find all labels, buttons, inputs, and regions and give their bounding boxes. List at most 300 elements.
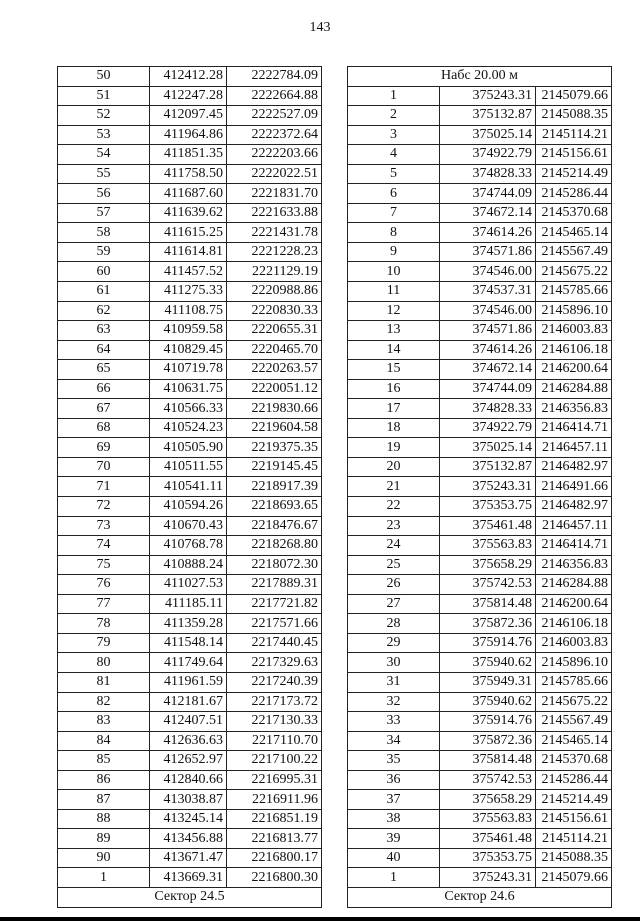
coordinates-table-sector-24-6 bbox=[347, 66, 612, 908]
x-coordinate: 374537.31 bbox=[440, 282, 536, 302]
point-number: 55 bbox=[58, 164, 150, 184]
x-coordinate: 374828.33 bbox=[440, 399, 536, 419]
y-coordinate: 2145896.10 bbox=[536, 653, 612, 673]
table-row bbox=[348, 106, 612, 126]
x-coordinate: 411108.75 bbox=[150, 301, 227, 321]
point-number: 82 bbox=[58, 692, 150, 712]
y-coordinate: 2145465.14 bbox=[536, 731, 612, 751]
table-row bbox=[58, 594, 322, 614]
point-number: 61 bbox=[58, 282, 150, 302]
y-coordinate: 2145079.66 bbox=[536, 868, 612, 888]
x-coordinate: 410959.58 bbox=[150, 321, 227, 341]
y-coordinate: 2146200.64 bbox=[536, 594, 612, 614]
point-number: 8 bbox=[348, 223, 440, 243]
y-coordinate: 2216995.31 bbox=[227, 770, 322, 790]
table-row bbox=[348, 379, 612, 399]
point-number: 73 bbox=[58, 516, 150, 536]
y-coordinate: 2145465.14 bbox=[536, 223, 612, 243]
x-coordinate: 411687.60 bbox=[150, 184, 227, 204]
point-number: 21 bbox=[348, 477, 440, 497]
x-coordinate: 375914.76 bbox=[440, 712, 536, 732]
y-coordinate: 2222372.64 bbox=[227, 125, 322, 145]
table-row bbox=[58, 712, 322, 732]
y-coordinate: 2145286.44 bbox=[536, 770, 612, 790]
y-coordinate: 2217110.70 bbox=[227, 731, 322, 751]
y-coordinate: 2219145.45 bbox=[227, 457, 322, 477]
x-coordinate: 375949.31 bbox=[440, 672, 536, 692]
point-number: 68 bbox=[58, 418, 150, 438]
y-coordinate: 2217329.63 bbox=[227, 653, 322, 673]
x-coordinate: 412247.28 bbox=[150, 86, 227, 106]
y-coordinate: 2217889.31 bbox=[227, 575, 322, 595]
x-coordinate: 411457.52 bbox=[150, 262, 227, 282]
y-coordinate: 2145114.21 bbox=[536, 829, 612, 849]
y-coordinate: 2146414.71 bbox=[536, 536, 612, 556]
point-number: 72 bbox=[58, 497, 150, 517]
y-coordinate: 2217440.45 bbox=[227, 633, 322, 653]
point-number: 24 bbox=[348, 536, 440, 556]
table-row bbox=[58, 536, 322, 556]
y-coordinate: 2146356.83 bbox=[536, 555, 612, 575]
point-number: 12 bbox=[348, 301, 440, 321]
x-coordinate: 411185.11 bbox=[150, 594, 227, 614]
table-row bbox=[58, 106, 322, 126]
table-row bbox=[348, 262, 612, 282]
table-row bbox=[58, 223, 322, 243]
table-row bbox=[348, 731, 612, 751]
x-coordinate: 374922.79 bbox=[440, 418, 536, 438]
x-coordinate: 375353.75 bbox=[440, 497, 536, 517]
x-coordinate: 374922.79 bbox=[440, 145, 536, 165]
point-number: 69 bbox=[58, 438, 150, 458]
coordinates-table-sector-24-5 bbox=[57, 66, 322, 908]
y-coordinate: 2146457.11 bbox=[536, 516, 612, 536]
y-coordinate: 2145785.66 bbox=[536, 282, 612, 302]
x-coordinate: 375025.14 bbox=[440, 438, 536, 458]
table-row bbox=[58, 575, 322, 595]
y-coordinate: 2145785.66 bbox=[536, 672, 612, 692]
table-row bbox=[348, 203, 612, 223]
table-row bbox=[58, 497, 322, 517]
table-row bbox=[58, 418, 322, 438]
point-number: 62 bbox=[58, 301, 150, 321]
x-coordinate: 375814.48 bbox=[440, 751, 536, 771]
height-label: Набс 20.00 м bbox=[348, 67, 612, 87]
x-coordinate: 410541.11 bbox=[150, 477, 227, 497]
x-coordinate: 410511.55 bbox=[150, 457, 227, 477]
point-number: 66 bbox=[58, 379, 150, 399]
table-row bbox=[348, 848, 612, 868]
table-row bbox=[348, 633, 612, 653]
x-coordinate: 411961.59 bbox=[150, 672, 227, 692]
point-number: 34 bbox=[348, 731, 440, 751]
y-coordinate: 2146106.18 bbox=[536, 614, 612, 634]
y-coordinate: 2221633.88 bbox=[227, 203, 322, 223]
page-bottom-border bbox=[0, 917, 640, 921]
point-number: 64 bbox=[58, 340, 150, 360]
table-row bbox=[58, 672, 322, 692]
point-number: 87 bbox=[58, 790, 150, 810]
y-coordinate: 2145156.61 bbox=[536, 145, 612, 165]
y-coordinate: 2219830.66 bbox=[227, 399, 322, 419]
table-row bbox=[58, 379, 322, 399]
point-number: 9 bbox=[348, 242, 440, 262]
y-coordinate: 2217130.33 bbox=[227, 712, 322, 732]
y-coordinate: 2217173.72 bbox=[227, 692, 322, 712]
x-coordinate: 375461.48 bbox=[440, 516, 536, 536]
point-number: 19 bbox=[348, 438, 440, 458]
x-coordinate: 374672.14 bbox=[440, 203, 536, 223]
x-coordinate: 410829.45 bbox=[150, 340, 227, 360]
table-row bbox=[348, 399, 612, 419]
table-row bbox=[348, 301, 612, 321]
point-number: 27 bbox=[348, 594, 440, 614]
y-coordinate: 2145079.66 bbox=[536, 86, 612, 106]
y-coordinate: 2145088.35 bbox=[536, 848, 612, 868]
point-number: 35 bbox=[348, 751, 440, 771]
y-coordinate: 2222664.88 bbox=[227, 86, 322, 106]
y-coordinate: 2220655.31 bbox=[227, 321, 322, 341]
x-coordinate: 374744.09 bbox=[440, 184, 536, 204]
x-coordinate: 411275.33 bbox=[150, 282, 227, 302]
x-coordinate: 411614.81 bbox=[150, 242, 227, 262]
x-coordinate: 374571.86 bbox=[440, 321, 536, 341]
point-number: 36 bbox=[348, 770, 440, 790]
point-number: 78 bbox=[58, 614, 150, 634]
point-number: 86 bbox=[58, 770, 150, 790]
x-coordinate: 412407.51 bbox=[150, 712, 227, 732]
table-row bbox=[348, 516, 612, 536]
table-row bbox=[58, 203, 322, 223]
y-coordinate: 2146284.88 bbox=[536, 575, 612, 595]
table-row bbox=[348, 125, 612, 145]
point-number: 77 bbox=[58, 594, 150, 614]
table-row bbox=[58, 516, 322, 536]
point-number: 56 bbox=[58, 184, 150, 204]
y-coordinate: 2217571.66 bbox=[227, 614, 322, 634]
table-row bbox=[348, 360, 612, 380]
x-coordinate: 375025.14 bbox=[440, 125, 536, 145]
point-number: 1 bbox=[348, 86, 440, 106]
x-coordinate: 413671.47 bbox=[150, 848, 227, 868]
y-coordinate: 2217721.82 bbox=[227, 594, 322, 614]
y-coordinate: 2217100.22 bbox=[227, 751, 322, 771]
table-row bbox=[58, 692, 322, 712]
y-coordinate: 2216911.96 bbox=[227, 790, 322, 810]
table-row bbox=[348, 321, 612, 341]
point-number: 67 bbox=[58, 399, 150, 419]
y-coordinate: 2216800.17 bbox=[227, 848, 322, 868]
table-row bbox=[58, 633, 322, 653]
table-row bbox=[58, 829, 322, 849]
point-number: 89 bbox=[58, 829, 150, 849]
table-row bbox=[58, 555, 322, 575]
point-number: 28 bbox=[348, 614, 440, 634]
point-number: 7 bbox=[348, 203, 440, 223]
x-coordinate: 375132.87 bbox=[440, 106, 536, 126]
table-row bbox=[348, 282, 612, 302]
point-number: 60 bbox=[58, 262, 150, 282]
y-coordinate: 2219375.35 bbox=[227, 438, 322, 458]
x-coordinate: 411359.28 bbox=[150, 614, 227, 634]
point-number: 2 bbox=[348, 106, 440, 126]
x-coordinate: 411851.35 bbox=[150, 145, 227, 165]
point-number: 23 bbox=[348, 516, 440, 536]
x-coordinate: 410888.24 bbox=[150, 555, 227, 575]
table-row bbox=[58, 360, 322, 380]
y-coordinate: 2216800.30 bbox=[227, 868, 322, 888]
point-number: 11 bbox=[348, 282, 440, 302]
x-coordinate: 374828.33 bbox=[440, 164, 536, 184]
x-coordinate: 375872.36 bbox=[440, 731, 536, 751]
y-coordinate: 2221431.78 bbox=[227, 223, 322, 243]
x-coordinate: 375742.53 bbox=[440, 770, 536, 790]
table-row bbox=[58, 457, 322, 477]
x-coordinate: 374744.09 bbox=[440, 379, 536, 399]
table-row bbox=[58, 301, 322, 321]
x-coordinate: 374571.86 bbox=[440, 242, 536, 262]
x-coordinate: 412412.28 bbox=[150, 67, 227, 87]
y-coordinate: 2145896.10 bbox=[536, 301, 612, 321]
y-coordinate: 2146200.64 bbox=[536, 360, 612, 380]
point-number: 81 bbox=[58, 672, 150, 692]
x-coordinate: 411639.62 bbox=[150, 203, 227, 223]
point-number: 29 bbox=[348, 633, 440, 653]
point-number: 16 bbox=[348, 379, 440, 399]
point-number: 10 bbox=[348, 262, 440, 282]
x-coordinate: 375914.76 bbox=[440, 633, 536, 653]
y-coordinate: 2221831.70 bbox=[227, 184, 322, 204]
x-coordinate: 374614.26 bbox=[440, 223, 536, 243]
table-row bbox=[348, 672, 612, 692]
point-number: 53 bbox=[58, 125, 150, 145]
x-coordinate: 375461.48 bbox=[440, 829, 536, 849]
y-coordinate: 2145214.49 bbox=[536, 790, 612, 810]
table-row bbox=[348, 536, 612, 556]
table-row bbox=[58, 477, 322, 497]
point-number: 54 bbox=[58, 145, 150, 165]
y-coordinate: 2145675.22 bbox=[536, 262, 612, 282]
x-coordinate: 411758.50 bbox=[150, 164, 227, 184]
point-number: 59 bbox=[58, 242, 150, 262]
point-number: 1 bbox=[58, 868, 150, 888]
table-footer-row bbox=[58, 887, 322, 907]
x-coordinate: 374546.00 bbox=[440, 262, 536, 282]
table-row bbox=[348, 184, 612, 204]
point-number: 17 bbox=[348, 399, 440, 419]
table-row bbox=[348, 145, 612, 165]
y-coordinate: 2220830.33 bbox=[227, 301, 322, 321]
point-number: 32 bbox=[348, 692, 440, 712]
point-number: 14 bbox=[348, 340, 440, 360]
table-row bbox=[348, 418, 612, 438]
table-row bbox=[348, 692, 612, 712]
table-row bbox=[348, 829, 612, 849]
x-coordinate: 375742.53 bbox=[440, 575, 536, 595]
y-coordinate: 2146284.88 bbox=[536, 379, 612, 399]
table-row bbox=[348, 790, 612, 810]
table-row bbox=[58, 848, 322, 868]
point-number: 79 bbox=[58, 633, 150, 653]
y-coordinate: 2216851.19 bbox=[227, 809, 322, 829]
point-number: 70 bbox=[58, 457, 150, 477]
y-coordinate: 2216813.77 bbox=[227, 829, 322, 849]
y-coordinate: 2146106.18 bbox=[536, 340, 612, 360]
table-row bbox=[58, 438, 322, 458]
y-coordinate: 2218072.30 bbox=[227, 555, 322, 575]
point-number: 90 bbox=[58, 848, 150, 868]
y-coordinate: 2146003.83 bbox=[536, 321, 612, 341]
x-coordinate: 410670.43 bbox=[150, 516, 227, 536]
page-number: 143 bbox=[309, 20, 331, 35]
point-number: 83 bbox=[58, 712, 150, 732]
y-coordinate: 2145156.61 bbox=[536, 809, 612, 829]
y-coordinate: 2145114.21 bbox=[536, 125, 612, 145]
x-coordinate: 413456.88 bbox=[150, 829, 227, 849]
point-number: 15 bbox=[348, 360, 440, 380]
table-row bbox=[58, 399, 322, 419]
x-coordinate: 410768.78 bbox=[150, 536, 227, 556]
table-footer-row bbox=[348, 887, 612, 907]
x-coordinate: 412636.63 bbox=[150, 731, 227, 751]
table-row bbox=[348, 653, 612, 673]
point-number: 22 bbox=[348, 497, 440, 517]
y-coordinate: 2145370.68 bbox=[536, 203, 612, 223]
x-coordinate: 410719.78 bbox=[150, 360, 227, 380]
table-row bbox=[348, 438, 612, 458]
y-coordinate: 2146491.66 bbox=[536, 477, 612, 497]
table-row bbox=[348, 751, 612, 771]
table-row bbox=[58, 653, 322, 673]
point-number: 37 bbox=[348, 790, 440, 810]
x-coordinate: 375243.31 bbox=[440, 86, 536, 106]
x-coordinate: 375940.62 bbox=[440, 653, 536, 673]
point-number: 50 bbox=[58, 67, 150, 87]
x-coordinate: 412181.67 bbox=[150, 692, 227, 712]
point-number: 38 bbox=[348, 809, 440, 829]
point-number: 26 bbox=[348, 575, 440, 595]
point-number: 5 bbox=[348, 164, 440, 184]
table-row bbox=[58, 262, 322, 282]
point-number: 4 bbox=[348, 145, 440, 165]
table-row bbox=[58, 790, 322, 810]
table-row bbox=[348, 164, 612, 184]
x-coordinate: 413669.31 bbox=[150, 868, 227, 888]
table-row bbox=[58, 164, 322, 184]
y-coordinate: 2217240.39 bbox=[227, 672, 322, 692]
point-number: 63 bbox=[58, 321, 150, 341]
y-coordinate: 2221129.19 bbox=[227, 262, 322, 282]
table-row bbox=[348, 868, 612, 888]
y-coordinate: 2146482.97 bbox=[536, 457, 612, 477]
y-coordinate: 2146356.83 bbox=[536, 399, 612, 419]
table-row bbox=[58, 145, 322, 165]
point-number: 76 bbox=[58, 575, 150, 595]
x-coordinate: 375814.48 bbox=[440, 594, 536, 614]
point-number: 65 bbox=[58, 360, 150, 380]
table-row bbox=[348, 712, 612, 732]
y-coordinate: 2145675.22 bbox=[536, 692, 612, 712]
table-row bbox=[58, 770, 322, 790]
table-header-row bbox=[348, 67, 612, 87]
x-coordinate: 411749.64 bbox=[150, 653, 227, 673]
x-coordinate: 375563.83 bbox=[440, 536, 536, 556]
sector-label: Сектор 24.5 bbox=[58, 887, 322, 907]
x-coordinate: 374546.00 bbox=[440, 301, 536, 321]
x-coordinate: 413245.14 bbox=[150, 809, 227, 829]
x-coordinate: 412097.45 bbox=[150, 106, 227, 126]
x-coordinate: 413038.87 bbox=[150, 790, 227, 810]
x-coordinate: 375353.75 bbox=[440, 848, 536, 868]
point-number: 18 bbox=[348, 418, 440, 438]
table-row bbox=[348, 614, 612, 634]
y-coordinate: 2220051.12 bbox=[227, 379, 322, 399]
x-coordinate: 410631.75 bbox=[150, 379, 227, 399]
point-number: 39 bbox=[348, 829, 440, 849]
table-row bbox=[58, 751, 322, 771]
x-coordinate: 375658.29 bbox=[440, 790, 536, 810]
x-coordinate: 375243.31 bbox=[440, 477, 536, 497]
y-coordinate: 2221228.23 bbox=[227, 242, 322, 262]
y-coordinate: 2218917.39 bbox=[227, 477, 322, 497]
table-row bbox=[348, 242, 612, 262]
point-number: 57 bbox=[58, 203, 150, 223]
table-row bbox=[348, 575, 612, 595]
y-coordinate: 2218693.65 bbox=[227, 497, 322, 517]
y-coordinate: 2220465.70 bbox=[227, 340, 322, 360]
y-coordinate: 2146457.11 bbox=[536, 438, 612, 458]
point-number: 74 bbox=[58, 536, 150, 556]
table-row bbox=[58, 321, 322, 341]
y-coordinate: 2145370.68 bbox=[536, 751, 612, 771]
x-coordinate: 410524.23 bbox=[150, 418, 227, 438]
table-row bbox=[58, 125, 322, 145]
y-coordinate: 2222527.09 bbox=[227, 106, 322, 126]
point-number: 1 bbox=[348, 868, 440, 888]
table-row bbox=[348, 555, 612, 575]
y-coordinate: 2222203.66 bbox=[227, 145, 322, 165]
y-coordinate: 2145567.49 bbox=[536, 242, 612, 262]
y-coordinate: 2146003.83 bbox=[536, 633, 612, 653]
y-coordinate: 2146414.71 bbox=[536, 418, 612, 438]
point-number: 51 bbox=[58, 86, 150, 106]
y-coordinate: 2145567.49 bbox=[536, 712, 612, 732]
table-row bbox=[348, 594, 612, 614]
table-row bbox=[58, 242, 322, 262]
table-row bbox=[58, 868, 322, 888]
x-coordinate: 375132.87 bbox=[440, 457, 536, 477]
x-coordinate: 375563.83 bbox=[440, 809, 536, 829]
point-number: 80 bbox=[58, 653, 150, 673]
y-coordinate: 2222784.09 bbox=[227, 67, 322, 87]
point-number: 25 bbox=[348, 555, 440, 575]
table-row bbox=[58, 184, 322, 204]
x-coordinate: 375872.36 bbox=[440, 614, 536, 634]
y-coordinate: 2220263.57 bbox=[227, 360, 322, 380]
sector-label: Сектор 24.6 bbox=[348, 887, 612, 907]
table-row bbox=[58, 731, 322, 751]
table-row bbox=[348, 770, 612, 790]
x-coordinate: 411027.53 bbox=[150, 575, 227, 595]
y-coordinate: 2220988.86 bbox=[227, 282, 322, 302]
table-row bbox=[58, 282, 322, 302]
point-number: 13 bbox=[348, 321, 440, 341]
point-number: 52 bbox=[58, 106, 150, 126]
point-number: 85 bbox=[58, 751, 150, 771]
x-coordinate: 412840.66 bbox=[150, 770, 227, 790]
point-number: 20 bbox=[348, 457, 440, 477]
y-coordinate: 2146482.97 bbox=[536, 497, 612, 517]
